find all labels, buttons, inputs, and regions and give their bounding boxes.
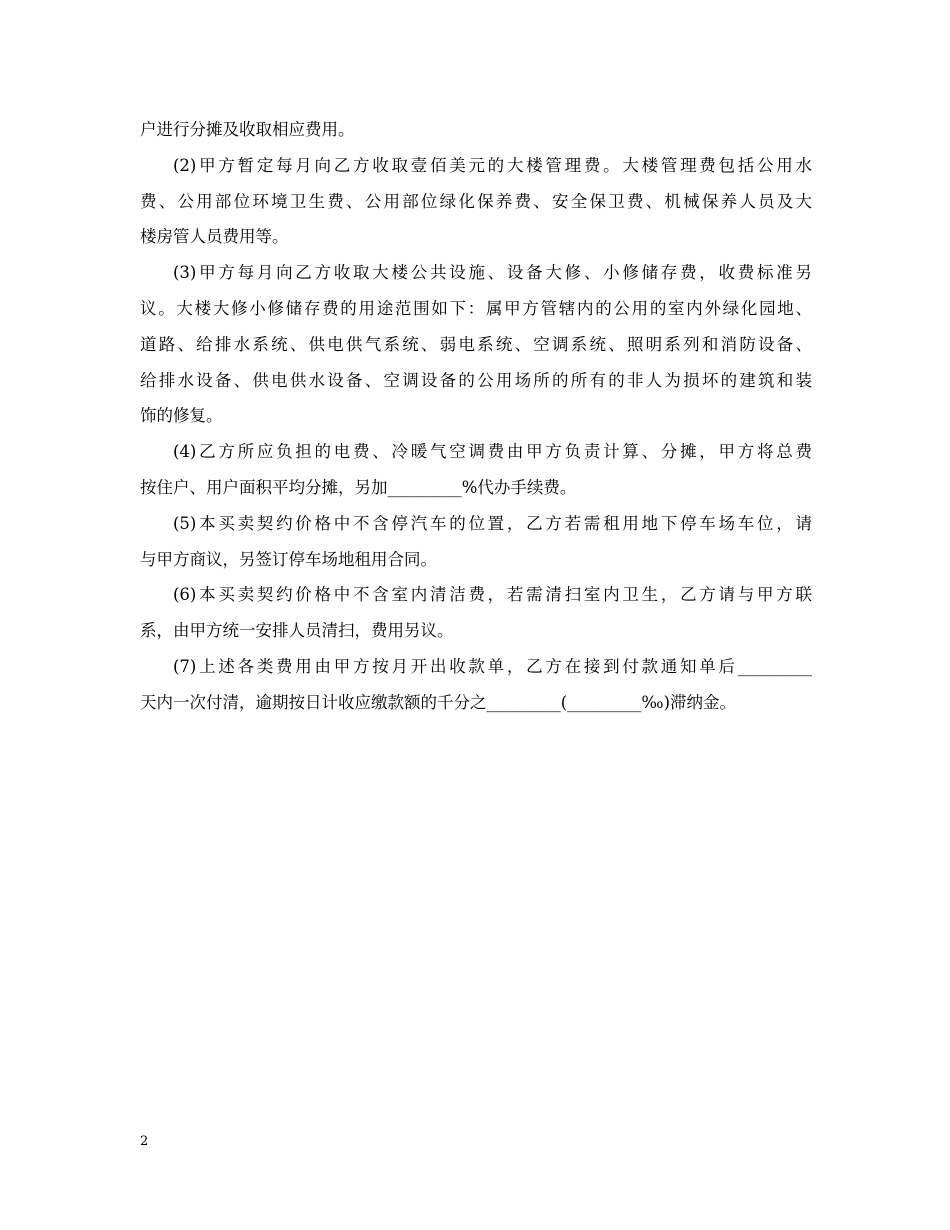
text-line: 与甲方商议，另签订停车场地租用合同。 [140, 549, 437, 569]
text-line: 饰的修复。 [140, 406, 223, 426]
text-line: 系，由甲方统一安排人员清扫，费用另议。 [140, 621, 454, 641]
text-line: (5)本买卖契约价格中不含停汽车的位置，乙方若需租用地下停车场车位，请 [173, 513, 812, 533]
text-line: 按住户、用户面积平均分摊，另加_________%代办手续费。 [140, 477, 577, 497]
text-line: (4)乙方所应负担的电费、冷暖气空调费由甲方负责计算、分摊，甲方将总费 [173, 442, 812, 462]
page-number: 2 [140, 1134, 149, 1149]
document-body [140, 112, 812, 721]
text-line: 户进行分摊及收取相应费用。 [140, 120, 355, 139]
text-line: (3)甲方每月向乙方收取大楼公共设施、设备大修、小修储存费，收费标准另 [173, 263, 812, 283]
text-line: (6)本买卖契约价格中不含室内清洁费，若需清扫室内卫生，乙方请与甲方联 [173, 585, 812, 605]
text-line: 议。大楼大修小修储存费的用途范围如下：属甲方管辖内的公用的室内外绿化园地、 [140, 298, 812, 318]
text-line: 费、公用部位环境卫生费、公用部位绿化保养费、安全保卫费、机械保养人员及大 [140, 191, 812, 211]
text-line: 道路、给排水系统、供电供气系统、弱电系统、空调系统、照明系列和消防设备、 [140, 334, 812, 354]
text-line: 天内一次付清，逾期按日计收应缴款额的千分之_________(_________‰)滞纳金。 [140, 692, 737, 712]
text-line: (7)上述各类费用由甲方按月开出收款单，乙方在接到付款通知单后_________ [173, 656, 812, 676]
text-line: (2)甲方暂定每月向乙方收取壹佰美元的大楼管理费。大楼管理费包括公用水 [173, 155, 812, 175]
text-line: 给排水设备、供电供水设备、空调设备的公用场所的所有的非人为损坏的建筑和装 [140, 370, 812, 390]
text-line: 楼房管人员费用等。 [140, 227, 289, 247]
